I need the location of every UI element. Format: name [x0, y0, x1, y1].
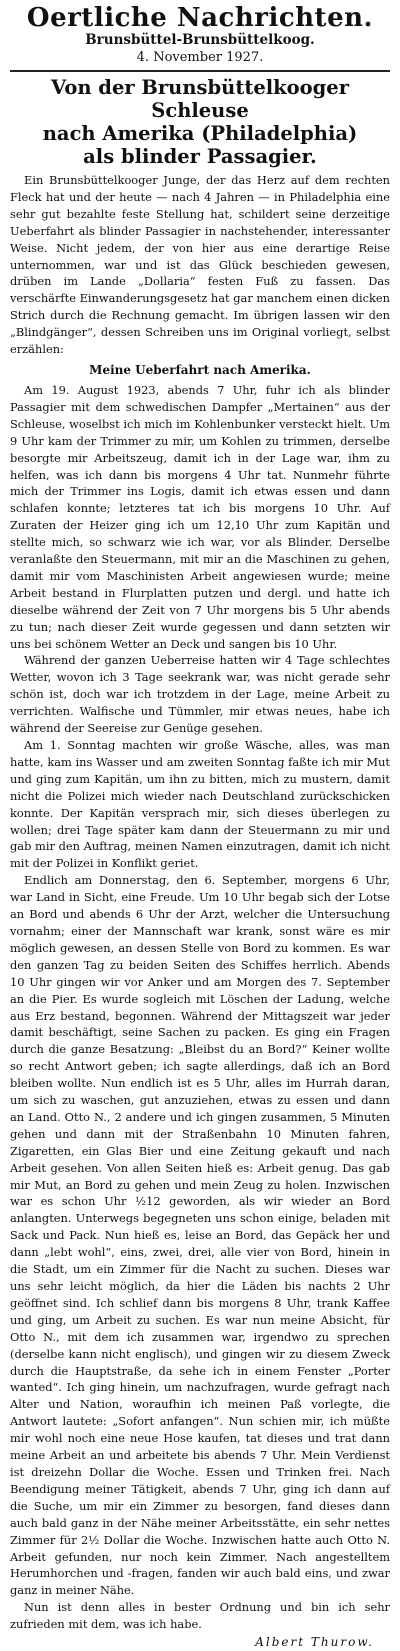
location-subtitle: Brunsbüttel-Brunsbüttelkoog. [85, 32, 315, 48]
article-paragraph: Am 1. Sonntag machten wir große Wäsche, alles, was man hatte, kam ins Wasser und am zweiten Sonntag faßte ich mir Mut und ging zum Kapitän, um ihn zu bitten, mich zu mustern, damit nicht die Polizei mich wieder nach Deutschland zurückschicken konnte. Der Kapitän versprach mir, sich dieses überlegen zu wollen; drei Tage später kam dann der Steuermann zu mir und gab mir den Auftrag, meinen Namen einzutragen, damit ich nicht mit der Polizei in Konflikt geriet. [10, 738, 390, 871]
article-paragraph: Nun ist denn alles in bester Ordnung und bin ich sehr zufrieden mit dem, was ich habe. [10, 1600, 390, 1632]
article-body [10, 172, 390, 1651]
divider-rule [10, 70, 390, 72]
article-paragraph: Während der ganzen Ueberreise hatten wir 4 Tage schlechtes Wetter, wovon ich 3 Tage seekrank war, was nicht gerade sehr schön ist, doch war ich trotzdem in der Lage, meine Arbeit zu verrichten. Walfische und Tümmler, mir etwas neues, habe ich während der Seereise zur Genüge gesehen. [10, 653, 390, 736]
article-headline [10, 76, 390, 168]
dateline: 4. November 1927. [136, 50, 264, 65]
story-title: Meine Ueberfahrt nach Amerika. [89, 362, 311, 377]
author-signature: Albert Thurow. [255, 1635, 374, 1650]
article-intro: Ein Brunsbüttelkooger Junge, der das Herz auf dem rechten Fleck hat und der heute — nach 4 Jahren — in Philadelphia eine sehr gut bezahlte feste Stellung hat, schildert seine derzeitige Ueberfahrt als blinder Passagier in nachstehender, interessanter Weise. Nicht jedem, der von hier aus eine derartige Reise unternommen, war und ist das Glück beschieden gewesen, drüben im Lande „Dollaria“ festen Fuß zu fassen. Das verschärfte Einwanderungsgesetz hat gar manchem einen dicken Strich durch die Rechnung gemacht. Im übrigen lassen wir den „Blindgänger“, dessen Schreiben uns im Original vorliegt, selbst erzählen: [10, 173, 390, 357]
article-paragraph: Am 19. August 1923, abends 7 Uhr, fuhr ich als blinder Passagier mit dem schwedischen Dampfer „Mertainen“ aus der Schleuse, woselbst ich mich im Kohlenbunker versteckt hielt. Um 9 Uhr kam der Trimmer zu mir, um Kohlen zu trimmen, derselbe besorgte mir Arbeitszeug, damit ich in der Lage war, ihm zu helfen, was ich dann bis morgens 4 Uhr tat. Nunmehr führte mich der Trimmer ins Logis, damit ich etwas essen und dann schlafen konnte; letzteres tat ich bis morgens 10 Uhr. Auf Zuraten der Heizer ging ich um 12,10 Uhr zum Kapitän und stellte mich, so schwarz wie ich war, vor als Blinder. Derselbe veranlaßte den Steuermann, mit mir an die Maschinen zu gehen, damit mir vom Maschinisten Arbeit angewiesen wurde; meine Arbeit bestand in Flurplatten putzen und dergl. und hatte ich dieselbe während der Zeit von 7 Uhr morgens bis 5 Uhr abends zu tun; nach dieser Zeit wurde gegessen und dann setzten wir uns bei schönem Wetter an Deck und sangen bis 10 Uhr. [10, 382, 390, 651]
section-title: Oertliche Nachrichten. [26, 3, 374, 33]
article-paragraph: Endlich am Donnerstag, den 6. September, morgens 6 Uhr, war Land in Sicht, eine Freude. Um 10 Uhr begab sich der Lotse an Bord und abends 6 Uhr der Arzt, welcher die Untersuchung vornahm; einer der Mannschaft war krank, sonst wäre es mir möglich gewesen, an dessen Stelle von Bord zu kommen. Es war den ganzen Tag zu beiden Seiten des Schiffes herrlich. Abends 10 Uhr gingen wir vor Anker und am Morgen des 7. September an die Pier. Es wurde sogleich mit Löschen der Ladung, welche aus Erz bestand, begonnen. Während der Mittagszeit war jeder damit beschäftigt, seine Sachen zu packen. Es ging ein Fragen durch die ganze Besatzung: „Bleibst du an Bord?“ Keiner wollte so recht Antwort geben; ich sagte allerdings, daß ich an Bord bleiben wollte. Nun endlich ist es 5 Uhr, alles im Hurrah daran, um sich zu waschen, gut anzuziehen, etwas zu essen und dann an Land. Otto N., 2 andere und ich gingen zusammen, 5 Minuten gehen und dann mit der Straßenbahn 10 Minuten fahren, Zigaretten, ein Glas Bier und eine Zeitung gekauft und nach Arbeit gesehen. Von allen Seiten hieß es: Arbeit genug. Das gab mir Mut, an Bord zu gehen und mein Zeug zu holen. Inzwischen war es schon Uhr ½12 geworden, als wir wieder an Bord anlangten. Unterwegs begegneten uns schon einige, beladen mit Sack und Pack. Nun hieß es, leise an Bord, das Gepäck her und dann „lebt wohl“, eins, zwei, drei, alle vier von Bord, hinein in die Stadt, um ein Zimmer für die Nacht zu suchen. Dieses war uns sehr leicht möglich, da hier die Läden bis nachts 2 Uhr geöffnet sind. Ich schlief dann bis morgens 8 Uhr, trank Kaffee und ging, um Arbeit zu suchen. Es war nun meine Absicht, für Otto N., mit dem ich zusammen war, irgendwo zu sprechen (derselbe kann nicht englisch), und gingen wir zu diesem Zweck durch die Hauptstraße, da sehe ich in einem Fenster „Porter wanted“. Ich ging hinein, um nachzufragen, wurde gefragt nach Alter und Nation, woraufhin ich meinen Paß vorlegte, die Antwort lautete: „Sofort anfangen“. Nun schien mir, ich müßte mir wohl noch eine neue Hose kaufen, tat dieses und trat dann meine Arbeit an und arbeitete bis abends 7 Uhr. Mein Verdienst ist dreizehn Dollar die Woche. Essen und Trinken frei. Nach Beendigung meiner Tätigkeit, abends 7 Uhr, ging ich dann auf die Suche, um mir ein Zimmer zu besorgen, fand dieses dann auch bald ganz in der Nähe meiner Arbeitsstätte, ein sehr nettes Zimmer für 2½ Dollar die Woche. Inzwischen hatte auch Otto N. Arbeit gefunden, nur noch kein Zimmer. Nach angestelltem Herumhorchen und -fragen, fanden wir auch bald eins, und zwar ganz in meiner Nähe. [10, 873, 390, 1598]
headline-line: als blinder Passagier. [83, 145, 317, 168]
headline-line: Von der Brunsbüttelkooger Schleuse [51, 76, 349, 122]
headline-line: nach Amerika (Philadelphia) [42, 122, 358, 145]
